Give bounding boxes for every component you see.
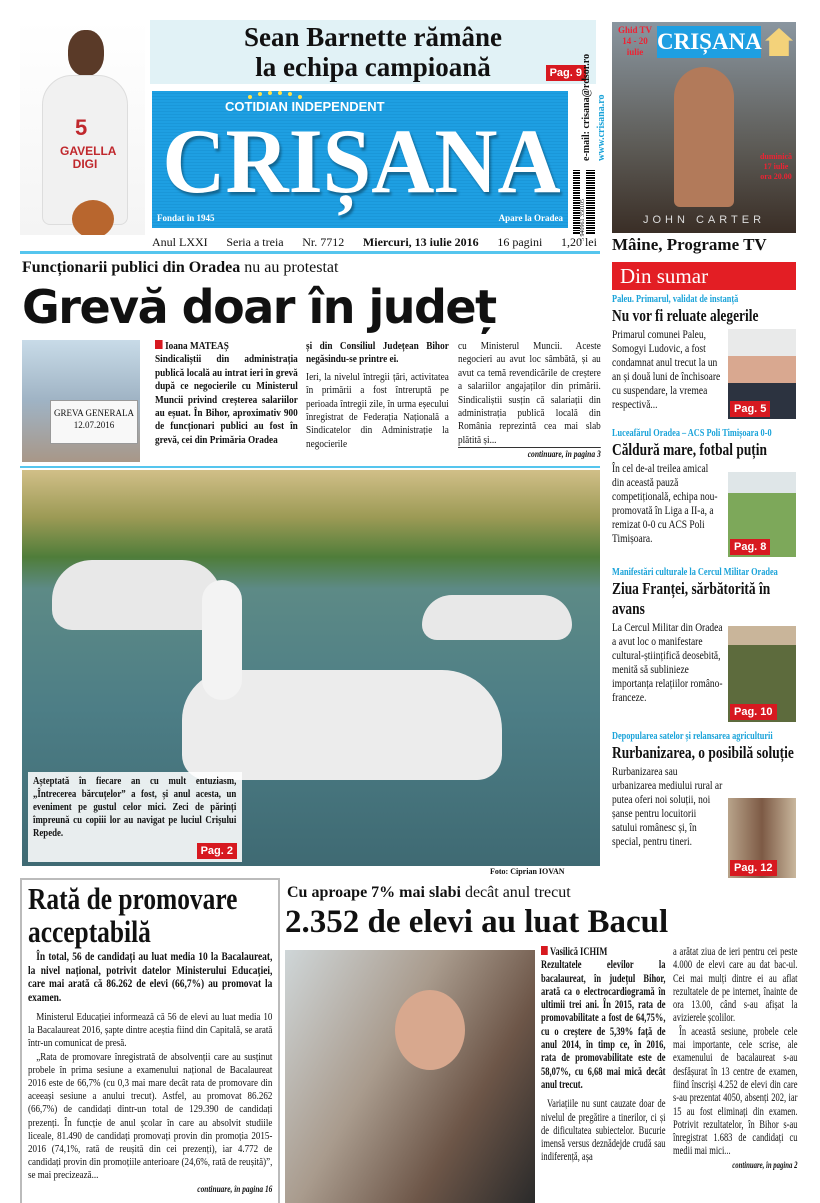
jersey-number: 5 xyxy=(75,115,88,140)
tv-guide-dates: Ghid TV 14 - 20 iulie xyxy=(617,25,653,57)
sidebar-title: Din sumar xyxy=(612,262,796,290)
sidebar-item[interactable]: Depopularea satelor și relansarea agriculturii Rurbanizarea, o posibilă soluție Rurbanizarea sau urbanizarea mediului rural ar putea oferi noi soluții, noi șanse pentru locuitorii satului românesc și, în special, pentru tineri. Pag. 12 xyxy=(612,730,796,880)
lead-kicker: Funcționarii publici din Oradea nu au protestat xyxy=(22,259,339,276)
jersey-sponsor: GAVELLA DIGI xyxy=(60,144,117,171)
lead-column-2 xyxy=(306,340,449,451)
lead-column-3 xyxy=(458,340,601,460)
lead-continued-link[interactable]: continuare, în pagina 3 xyxy=(458,447,601,460)
lead-col2-bold: și din Consiliul Județean Bihor negăsindu-se printre ei. xyxy=(306,340,449,366)
bac-p1: Variațiile nu sunt cauzate doar de nivelul de pregătire a tinerilor, ci și de dificultatea subiectelor. Bucurie imensă versus deznădejde crudă sau indiferență, așa xyxy=(541,1098,666,1164)
bac-lead: Rezultatele elevilor la bacalaureat, în județul Bihor, arată ca o electrocardiogramă în ultimii trei ani. În 2015, rata de promovabilitate a fost de 64,75%, cu o creștere de 5,39% față de anul 2014, în timp ce, în 2016, rata de promovabilitate este de 58,07%, cu 6,68 mai mică decât anul trecut. xyxy=(541,959,666,1091)
photo-credit: Foto: Ciprian IOVAN xyxy=(490,867,565,876)
tv-guide-cover[interactable] xyxy=(612,22,796,233)
masthead-founded: Fondat în 1945 xyxy=(157,213,215,223)
barcode: 5 940961 350105 xyxy=(573,170,595,235)
tv-airing: duminică 17 iulie ora 20.00 xyxy=(759,152,792,181)
promo-lead: În total, 56 de candidați au luat media 10 la Bacalaureat, la nivel național, potrivit datelor Ministerului Educației, care mai arată că 86.262 de elevi (66,7%) au promovat la examen. xyxy=(28,951,273,1004)
promo-headline[interactable]: Rată de promovare acceptabilă xyxy=(28,881,238,949)
divider xyxy=(20,251,600,254)
masthead-tagline: COTIDIAN INDEPENDENT xyxy=(225,99,385,114)
promo-p2: „Rata de promovare înregistrată de absolvenții care au susținut probele în prima sesiune a examenului național de Bacalaureat 2016 este de 66,7% (cu 0,3 mai mare decât rata de promovare din aceeași sesiune a anului trecut). Astfel, au promovat 86.262 (66,7%) de candidați dintr-un total de 129.390 de candidați prezenți. În funcție de anul școlar în care au absolvit studiile liceale, 81.490 de candidați promovați provin din promoția 2015-2016 (74,1%, rată de reușită din cei prezenți), iar 4.772 de candidați provin din promoțiile anterioare (24,6%, rată de reușită)”, se mai precizează... xyxy=(28,1050,273,1182)
tv-guide-caption[interactable]: Mâine, Programe TV xyxy=(612,235,767,254)
issue-date: Miercuri, 13 iulie 2016 xyxy=(362,235,479,249)
masthead-title: CRIȘANA xyxy=(162,110,561,212)
house-icon xyxy=(765,28,793,56)
basketball xyxy=(72,200,114,235)
sidebar-item[interactable]: Manifestări culturale la Cercul Militar Oradea Ziua Franței, sărbătorită în avans La Cercul Militar din Oradea a avut loc o manifestare cultural-științifică deosebită, menită să sublinieze importanța relațiilor româno-franceze. Pag. 10 xyxy=(612,566,796,726)
masthead-location: Apare la Oradea xyxy=(498,213,563,223)
bac-p2: a arătat ziua de ieri pentru cei peste 4.000 de elevi care au dat bac-ul. Cei mai mulți dintre ei au aflat rezultatele de pe internet, înainte de ora 13.00, când s-au afișat la avizierele școlilor. xyxy=(673,946,798,1025)
strike-sign-1: GREVA GENERALA xyxy=(53,408,135,418)
students-photo xyxy=(285,950,535,1203)
tv-guide-logo: CRIȘANA xyxy=(657,26,761,58)
strike-photo xyxy=(22,340,140,462)
lead-author: Ioana MATEAȘ xyxy=(165,340,229,352)
swan-boats-photo xyxy=(22,470,600,866)
lead-col1-text: Sindicaliștii din administrația publică locală au intrat ieri în grevă după ce negocierile cu Ministerul Muncii privind creșterea salariilor au eșuat. În Bihor, aproximativ 900 de funcționari publici au fost în grevă, cei din Primăria Oradea xyxy=(155,353,298,446)
issue-year: Anul LXXI xyxy=(152,235,208,249)
top-story-page[interactable]: Pag. 9 xyxy=(546,65,586,81)
bac-column-2 xyxy=(673,946,798,1171)
top-story-headline-1: Sean Barnette rămâne xyxy=(244,22,502,52)
email[interactable]: e-mail: crisana@rdsor.ro xyxy=(581,53,592,161)
player-photo xyxy=(20,20,145,235)
sidebar-item[interactable]: Luceafărul Oradea – ACS Poli Timișoara 0-0 Căldură mare, fotbal puțin În cel de-al treilea amical din această pauză competițională, echipa nou-promovată în Liga a II-a, a remizat 0-0 cu ACS Poli Timișoara. Pag. 8 xyxy=(612,427,796,559)
bac-continued-link[interactable]: continuare, în pagina 2 xyxy=(732,1159,798,1170)
hero-figure xyxy=(674,67,734,207)
lead-column-1 xyxy=(155,340,298,447)
strike-sign-2: 12.07.2016 xyxy=(73,420,115,430)
issue-number: Nr. 7712 xyxy=(302,235,345,249)
author-marker-icon xyxy=(541,946,548,955)
top-story-box[interactable] xyxy=(150,20,596,84)
promo-continued-link[interactable]: continuare, în pagina 16 xyxy=(197,1183,273,1194)
author-marker-icon xyxy=(155,340,163,349)
photo-story-page[interactable]: Pag. 2 xyxy=(197,843,237,859)
sidebar-item[interactable]: Paleu. Primarul, validat de instanță Nu vor fi reluate alegerile Primarul comunei Paleu, Somogyi Ludovic, a fost condamnat anul trecut la un an și două luni de închisoare cu suspendare, la vremea respectivă... Pag. 5 xyxy=(612,293,796,423)
bac-kicker: Cu aproape 7% mai slabi decât anul trecut xyxy=(287,884,571,901)
issue-series: Seria a treia xyxy=(226,235,284,249)
issue-pages: 16 pagini xyxy=(497,235,543,249)
bac-p3: În această sesiune, probele cele mai importante, cele scrise, ale examenului de bacalaureat s-au desfășurat în 13 centre de examen, fiind înscriși 4.252 de elevi din care s-au prezentat 4050, absenți 202, iar 15 au fost eliminați din examen. Potrivit rezultatelor, în Bihor s-au înregistrat 1.683 de candidați cu medii mai mici... xyxy=(673,1025,798,1158)
website[interactable]: www.crisana.ro xyxy=(596,94,607,161)
divider xyxy=(20,466,600,468)
lead-col3-text: cu Ministerul Muncii. Aceste negocieri au avut loc sâmbătă, și au avut ca temă revendicările de creștere a salariilor angajaților din primării. Sindicaliștii susțin că salariații din administrația publică locală din România reprezintă cea mai slab plătită și... xyxy=(458,340,601,446)
top-story-headline-2: la echipa campioană xyxy=(255,52,491,82)
promo-p1: Ministerul Educației informează că 56 de elevi au luat media 10 la Bacalaureat 2016, șapte dintre aceștia fiind din Capitală, se arată într-un comunicat de presă. xyxy=(28,1011,273,1050)
masthead xyxy=(152,91,568,228)
contact-vertical xyxy=(572,25,607,165)
lead-headline[interactable]: Grevă doar în județ xyxy=(22,280,496,334)
issue-price: 1,20 lei xyxy=(560,235,597,249)
movie-title: JOHN CARTER xyxy=(642,214,766,226)
photo-caption: Așteptată în fiecare an cu mult entuziasm, „Întrecerea bărcuțelor” a fost, și anul acesta, un eveniment pe gustul celor mici. Zeci de părinți împreună cu copiii lor au navigat pe luciul Crișului Repede. Pag. 2 xyxy=(28,772,242,862)
issue-info xyxy=(152,235,597,249)
bac-author: Vasilică ICHIM xyxy=(550,946,608,958)
lead-col2-text: Ieri, la nivelul întregii țări, activitatea în primării a fost întreruptă pe perioada întregii zile, în urma eșecului înregistrat de Federația Națională a Sindicatelor din Administrație la negocierile xyxy=(306,370,449,450)
bac-column-1 xyxy=(541,946,666,1165)
promo-box xyxy=(20,878,280,1203)
bac-headline[interactable]: 2.352 de elevi au luat Bacul xyxy=(285,904,669,940)
